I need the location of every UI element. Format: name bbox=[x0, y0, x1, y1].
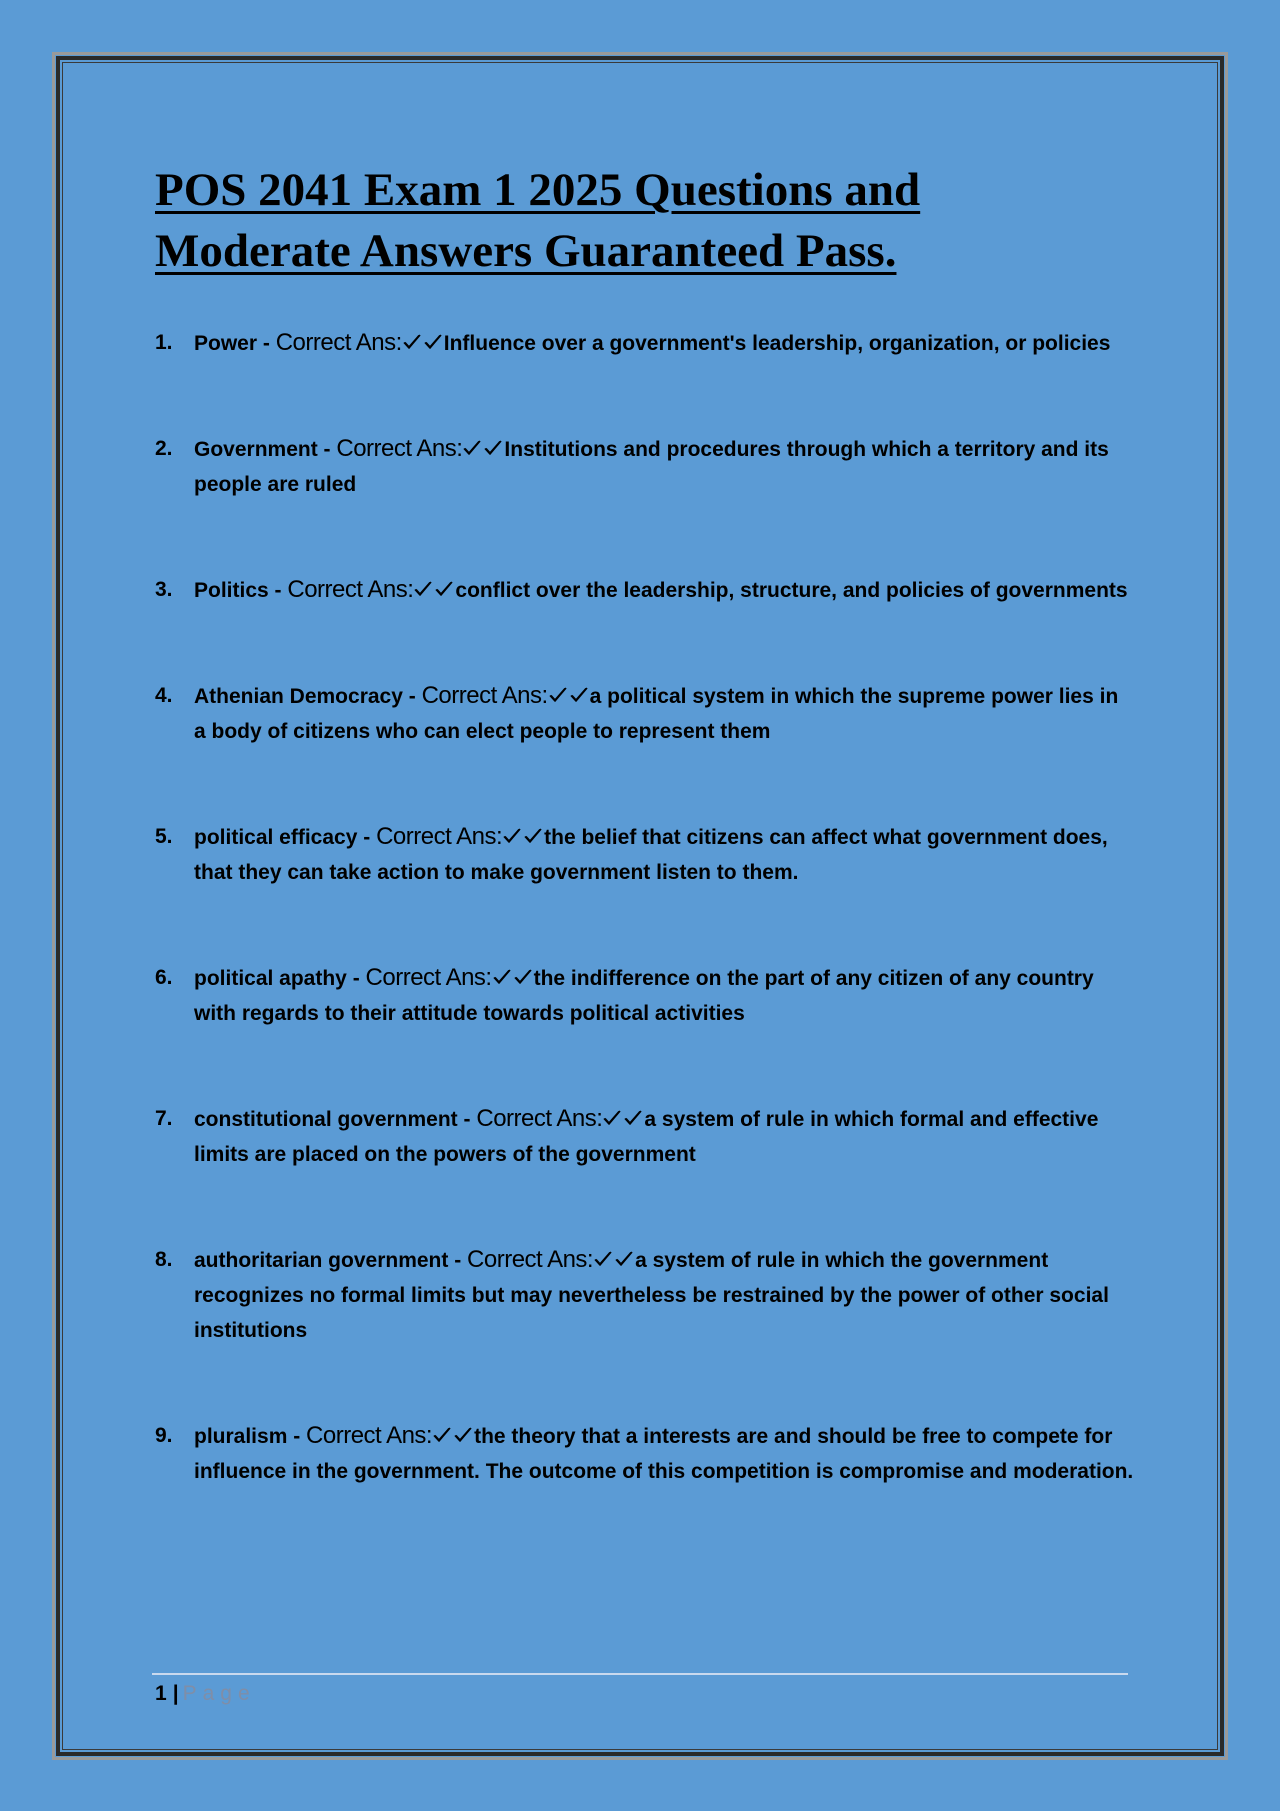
item-answer: Influence over a government's leadership, organization, or policies bbox=[443, 332, 1111, 355]
item-number: 7. bbox=[155, 1107, 173, 1130]
item-term: Athenian Democracy - bbox=[194, 685, 416, 708]
item-term: Government - bbox=[194, 438, 331, 461]
item-number: 6. bbox=[155, 966, 173, 989]
check-icon bbox=[623, 1108, 643, 1128]
answer-label: Correct Ans: bbox=[376, 823, 503, 850]
item-term: constitutional government - bbox=[194, 1108, 471, 1131]
answer-label: Correct Ans: bbox=[421, 682, 548, 709]
page-footer bbox=[155, 1679, 256, 1709]
item-number: 8. bbox=[155, 1248, 173, 1271]
item-number: 1. bbox=[155, 331, 173, 354]
list-item bbox=[155, 960, 1135, 1031]
item-answer: a political system in which the supreme power lies in a body of citizens who can elect people to represent them bbox=[194, 685, 1119, 743]
check-icon bbox=[483, 438, 503, 458]
list-item bbox=[155, 572, 1135, 608]
footer-separator: | bbox=[172, 1682, 179, 1705]
item-answer: a system of rule in which the government recognizes no formal limits but may nevertheless be restrained by the power of other social institutions bbox=[194, 1249, 1109, 1342]
item-answer: Institutions and procedures through which a territory and its people are ruled bbox=[194, 438, 1109, 496]
answer-label: Correct Ans: bbox=[306, 1422, 433, 1449]
answer-label: Correct Ans: bbox=[287, 576, 414, 603]
answer-label: Correct Ans: bbox=[476, 1105, 603, 1132]
check-icon bbox=[593, 1249, 613, 1269]
check-icon bbox=[602, 1108, 622, 1128]
item-term: authoritarian government - bbox=[194, 1249, 462, 1272]
check-icon bbox=[434, 579, 454, 599]
list-item bbox=[155, 325, 1135, 361]
check-icon bbox=[432, 1425, 452, 1445]
list-item bbox=[155, 678, 1135, 749]
page-label: Page bbox=[182, 1682, 256, 1705]
list-item bbox=[155, 819, 1135, 890]
item-number: 9. bbox=[155, 1424, 173, 1447]
item-answer: conflict over the leadership, structure, and policies of governments bbox=[455, 579, 1128, 602]
check-icon bbox=[548, 685, 568, 705]
item-term: Power - bbox=[194, 332, 270, 355]
check-icon bbox=[513, 967, 533, 987]
item-number: 4. bbox=[155, 684, 173, 707]
item-term: political apathy - bbox=[194, 967, 360, 990]
check-icon bbox=[614, 1249, 634, 1269]
item-term: Politics - bbox=[194, 579, 282, 602]
item-number: 2. bbox=[155, 437, 173, 460]
check-icon bbox=[413, 579, 433, 599]
document-title: POS 2041 Exam 1 2025 Questions and Moderate Answers Guaranteed Pass. bbox=[155, 164, 921, 277]
item-answer: the theory that a interests are and should be free to compete for influence in the government. The outcome of this competition is compromise and moderation. bbox=[194, 1425, 1134, 1483]
answer-label: Correct Ans: bbox=[365, 964, 492, 991]
check-icon bbox=[402, 332, 422, 352]
check-icon bbox=[523, 826, 543, 846]
footer-divider bbox=[152, 1673, 1128, 1675]
check-icon bbox=[453, 1425, 473, 1445]
page-number: 1 bbox=[155, 1682, 167, 1705]
qa-list bbox=[155, 325, 1135, 1489]
list-item bbox=[155, 1418, 1135, 1489]
check-icon bbox=[569, 685, 589, 705]
item-answer: a system of rule in which formal and effective limits are placed on the powers of the government bbox=[194, 1108, 1099, 1166]
list-item bbox=[155, 431, 1135, 502]
item-number: 3. bbox=[155, 578, 173, 601]
item-answer: the indifference on the part of any citizen of any country with regards to their attitude towards political activities bbox=[194, 967, 1094, 1025]
answer-label: Correct Ans: bbox=[275, 329, 402, 356]
check-icon bbox=[423, 332, 443, 352]
item-term: political efficacy - bbox=[194, 826, 371, 849]
item-answer: the belief that citizens can affect what government does, that they can take action to make government listen to them. bbox=[194, 826, 1108, 884]
answer-label: Correct Ans: bbox=[467, 1246, 594, 1273]
item-term: pluralism - bbox=[194, 1425, 301, 1448]
check-icon bbox=[462, 438, 482, 458]
list-item bbox=[155, 1101, 1135, 1172]
answer-label: Correct Ans: bbox=[336, 435, 463, 462]
check-icon bbox=[492, 967, 512, 987]
item-number: 5. bbox=[155, 825, 173, 848]
list-item bbox=[155, 1242, 1135, 1348]
check-icon bbox=[502, 826, 522, 846]
